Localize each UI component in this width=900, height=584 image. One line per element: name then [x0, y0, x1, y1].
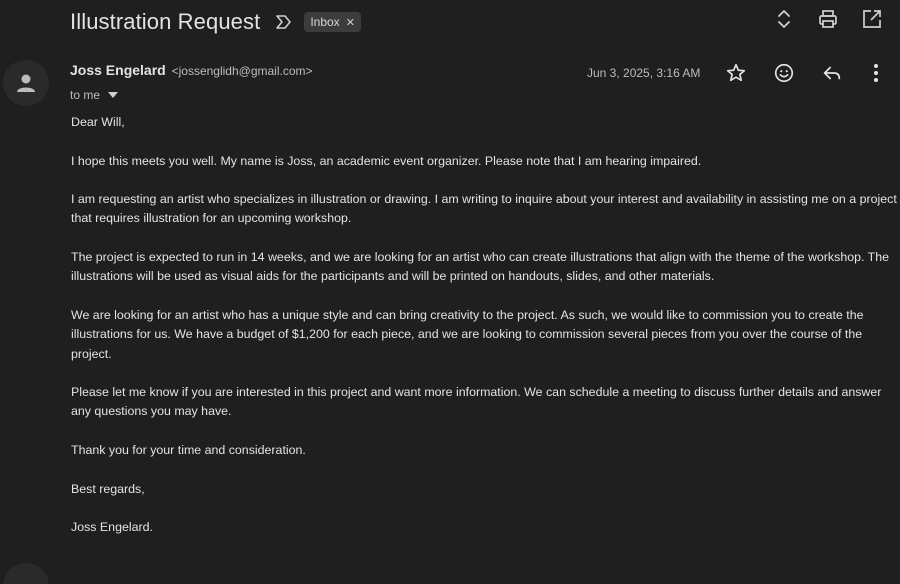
recipient-text: to me: [70, 88, 101, 102]
remove-label-icon[interactable]: ✕: [345, 16, 355, 29]
body-paragraph: The project is expected to run in 14 weeks, and we are looking for an artist who can create illustrations that align with the theme of the workshop. The illustrations will be used as visual aids for the participants and will be printed on handouts, slides, and other materials.: [71, 250, 889, 284]
subject-row: [70, 6, 361, 38]
reply-icon[interactable]: [808, 58, 856, 88]
person-avatar-icon: [15, 72, 37, 94]
body-paragraph: Best regards,: [71, 481, 145, 496]
chevron-down-icon[interactable]: [108, 92, 118, 98]
email-body: [71, 113, 897, 557]
label-chip-inbox: [304, 12, 361, 32]
open-in-new-window-icon[interactable]: [850, 6, 894, 32]
body-paragraph: Dear Will,: [71, 115, 125, 129]
sender-avatar: [3, 60, 49, 106]
star-icon[interactable]: [712, 58, 760, 88]
email-subject: Illustration Request: [70, 9, 261, 34]
sender-info: [70, 62, 313, 78]
email-date: Jun 3, 2025, 3:16 AM: [587, 66, 701, 80]
sender-email: <jossenglidh@gmail.com>: [171, 64, 313, 78]
more-vert-icon[interactable]: [856, 58, 896, 88]
important-marker-icon[interactable]: [274, 12, 294, 32]
message-actions: [712, 58, 896, 88]
emoji-reaction-icon[interactable]: [760, 58, 808, 88]
label-chip-text: Inbox: [310, 15, 340, 29]
body-paragraph: Joss Engelard.: [71, 520, 153, 535]
body-paragraph: I hope this meets you well. My name is Joss, an academic event organizer. Please note that I am hearing impaired.: [71, 153, 702, 168]
body-paragraph: I am requesting an artist who specializes in illustration or drawing. I am writing to inquire about your interest and availability in assisting me on a project that requires illustration for an upcoming workshop.: [71, 192, 897, 226]
print-icon[interactable]: [806, 6, 850, 32]
sender-name[interactable]: Joss Engelard: [70, 62, 166, 78]
body-paragraph: Please let me know if you are interested in this project and want more information. We can schedule a meeting to discuss further details and answer any questions you may have.: [71, 385, 882, 419]
expand-collapse-icon[interactable]: [762, 6, 806, 32]
recipient-details-toggle[interactable]: [70, 88, 118, 102]
body-paragraph: Thank you for your time and consideration.: [71, 443, 306, 458]
body-paragraph: We are looking for an artist who has a unique style and can bring creativity to the project. As such, we would like to commission you to create the illustrations for us. We have a budget of $1,200 for each piece, and we are looking to commission several pieces from you over the course of the project.: [71, 307, 864, 361]
top-actions: [762, 6, 894, 32]
reply-avatar: [3, 563, 49, 584]
